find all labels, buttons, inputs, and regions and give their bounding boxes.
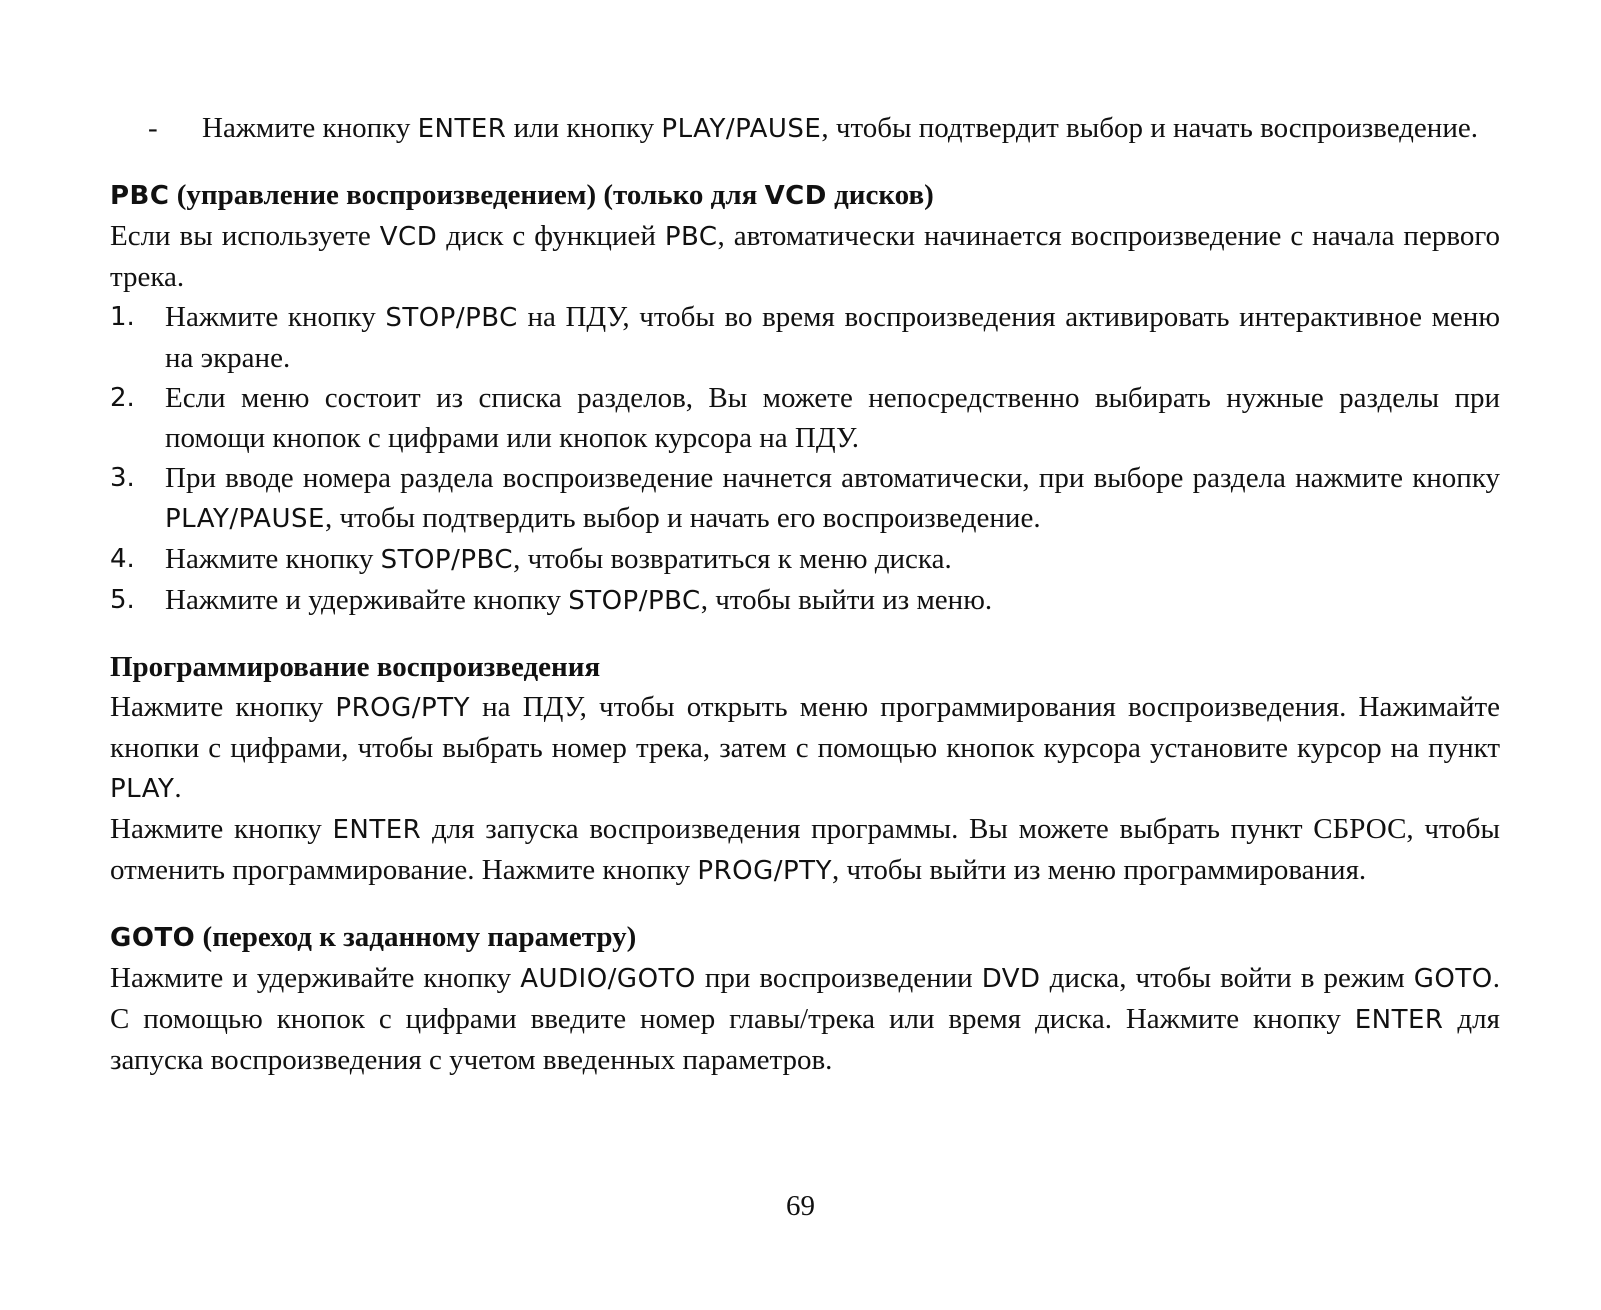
intro-list-item bbox=[110, 108, 1500, 149]
enter-key-label: ENTER bbox=[417, 114, 507, 144]
pbc-steps-list bbox=[110, 297, 1500, 621]
step-text: , чтобы подтвердить выбор и начать его воспроизведение. bbox=[324, 502, 1041, 534]
pbc-heading-text: дисков) bbox=[826, 179, 934, 211]
step-number: 4. bbox=[110, 544, 135, 574]
program-text: Нажмите кнопку bbox=[110, 691, 336, 723]
list-item bbox=[110, 539, 1500, 580]
enter-key-label: ENTER bbox=[1354, 1005, 1444, 1035]
enter-key-label: ENTER bbox=[332, 815, 422, 845]
stop-pbc-key-label: STOP/PBC bbox=[385, 303, 518, 333]
pbc-heading-text: (управление воспроизведением) (только для bbox=[169, 179, 765, 211]
pbc-paragraph bbox=[110, 216, 1500, 297]
dvd-label: DVD bbox=[981, 964, 1041, 994]
goto-paragraph bbox=[110, 958, 1500, 1080]
program-text: для запуска воспроизведения программы. Вы можете выбрать пункт СБРОС, чтобы отменить программирование. Нажмите кнопку bbox=[110, 813, 1500, 886]
program-text: , чтобы выйти из меню программирования. bbox=[831, 854, 1367, 886]
step-text: , чтобы выйти из меню. bbox=[700, 584, 993, 616]
section-gap bbox=[110, 621, 1500, 647]
program-paragraph-2 bbox=[110, 809, 1500, 891]
stop-pbc-key-label: STOP/PBC bbox=[380, 545, 514, 575]
step-text: Нажмите кнопку bbox=[165, 543, 381, 575]
intro-text: или кнопку bbox=[506, 112, 662, 144]
goto-text: диска, чтобы войти в режим bbox=[1040, 962, 1414, 994]
goto-text: . С помощью кнопок с цифрами введите номер главы/трека или время диска. Нажмите кнопку bbox=[110, 962, 1500, 1035]
play-pause-key-label: PLAY/PAUSE bbox=[661, 114, 822, 144]
pbc-label: PBC bbox=[664, 222, 718, 252]
intro-text: , чтобы подтвердит выбор и начать воспроизведение. bbox=[821, 112, 1478, 144]
pbc-heading bbox=[110, 175, 1500, 216]
list-item bbox=[110, 458, 1500, 539]
program-text: на ПДУ, чтобы открыть меню программирования воспроизведения. Нажимайте кнопки с цифрами, чтобы выбрать номер трека, затем с помощью кнопок курсора установите курсор на пункт bbox=[110, 691, 1501, 764]
play-pause-key-label: PLAY/PAUSE bbox=[165, 504, 325, 534]
list-item bbox=[110, 378, 1500, 458]
step-number: 1. bbox=[110, 302, 135, 332]
program-paragraph-1 bbox=[110, 687, 1500, 809]
goto-text: для запуска воспроизведения с учетом введенных параметров. bbox=[110, 1003, 1500, 1076]
goto-text: при воспроизведении bbox=[695, 962, 982, 994]
play-label: PLAY bbox=[110, 774, 175, 804]
program-text: . bbox=[174, 772, 182, 804]
prog-pty-key-label: PROG/PTY bbox=[335, 693, 470, 723]
audio-goto-key-label: AUDIO/GOTO bbox=[520, 964, 696, 994]
pbc-text: , автоматически начинается воспроизведение с начала первого трека. bbox=[110, 220, 1500, 293]
pbc-heading-vcd: VCD bbox=[764, 181, 827, 211]
goto-heading-code: GOTO bbox=[110, 923, 196, 953]
step-text: Нажмите кнопку bbox=[165, 301, 386, 333]
intro-text: Нажмите кнопку bbox=[202, 112, 418, 144]
prog-pty-key-label: PROG/PTY bbox=[697, 856, 832, 886]
list-item bbox=[110, 297, 1500, 378]
program-text: Нажмите кнопку bbox=[110, 813, 333, 845]
vcd-label: VCD bbox=[379, 222, 438, 252]
manual-page bbox=[110, 108, 1500, 1080]
program-heading: Программирование воспроизведения bbox=[110, 651, 601, 683]
step-text: на ПДУ, чтобы во время воспроизведения активировать интерактивное меню на экране. bbox=[165, 301, 1500, 374]
section-gap bbox=[110, 891, 1500, 917]
step-text: Нажмите и удерживайте кнопку bbox=[165, 584, 569, 616]
goto-heading bbox=[110, 917, 1500, 958]
goto-label: GOTO bbox=[1413, 964, 1493, 994]
step-text: , чтобы возвратиться к меню диска. bbox=[513, 543, 952, 575]
dash-marker: - bbox=[148, 112, 158, 144]
step-text: При вводе номера раздела воспроизведение начнется автоматически, при выборе раздела нажмите кнопку bbox=[165, 462, 1500, 494]
step-number: 5. bbox=[110, 585, 135, 615]
step-number: 3. bbox=[110, 463, 135, 493]
goto-text: Нажмите и удерживайте кнопку bbox=[110, 962, 521, 994]
step-text: Если меню состоит из списка разделов, Вы можете непосредственно выбирать нужные разделы при помощи кнопок с цифрами или кнопок курсора на ПДУ. bbox=[165, 382, 1500, 454]
step-number: 2. bbox=[110, 383, 135, 413]
pbc-heading-code: PBC bbox=[110, 181, 170, 211]
pbc-text: Если вы используете bbox=[110, 220, 380, 252]
stop-pbc-key-label: STOP/PBC bbox=[568, 586, 701, 616]
goto-heading-text: (переход к заданному параметру) bbox=[195, 921, 637, 953]
section-gap bbox=[110, 149, 1500, 175]
page-number: 69 bbox=[786, 1190, 815, 1222]
pbc-text: диск с функцией bbox=[437, 220, 665, 252]
list-item bbox=[110, 580, 1500, 621]
